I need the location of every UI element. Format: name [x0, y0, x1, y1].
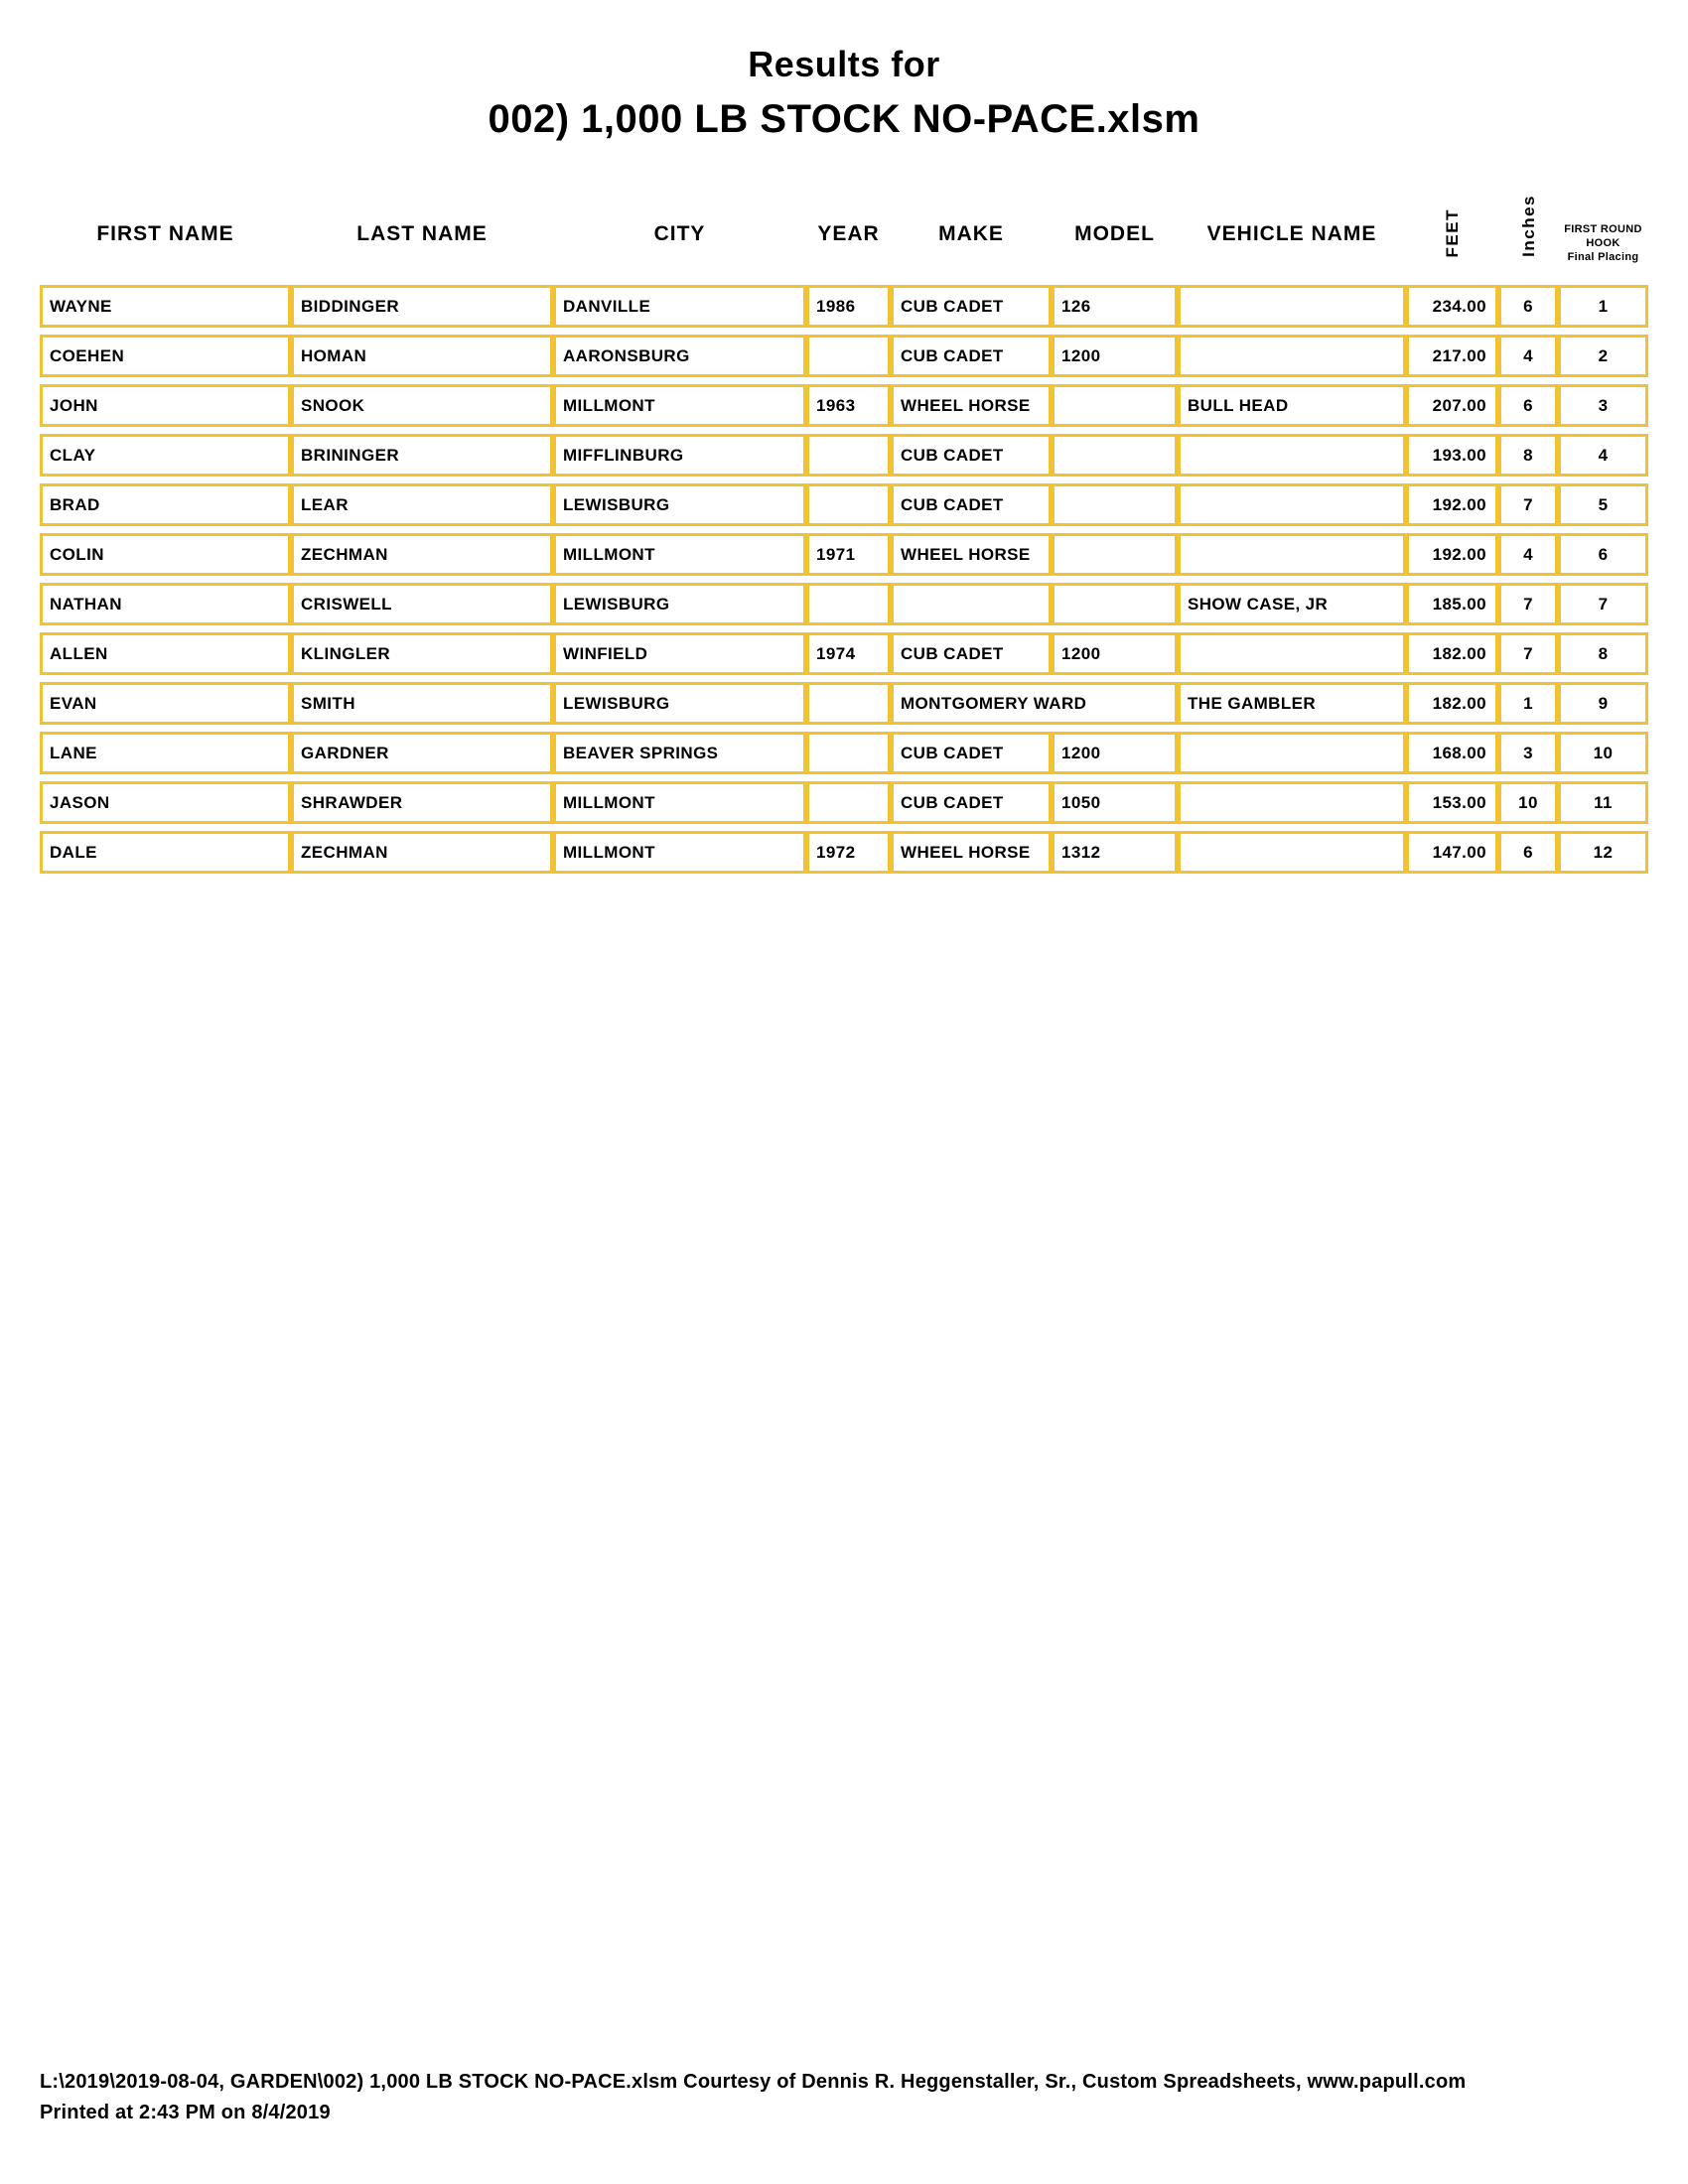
cell-year: 1963 — [806, 384, 891, 427]
cell-inches: 10 — [1498, 781, 1558, 824]
cell-make: MONTGOMERY WARD — [891, 682, 1178, 725]
cell-feet: 185.00 — [1406, 583, 1498, 625]
cell-first-name: COEHEN — [40, 335, 291, 377]
cell-feet: 153.00 — [1406, 781, 1498, 824]
cell-model — [1052, 434, 1178, 477]
table-row — [40, 781, 1648, 824]
cell-year — [806, 583, 891, 625]
cell-inches: 6 — [1498, 384, 1558, 427]
cell-year — [806, 434, 891, 477]
report-title — [0, 0, 1688, 142]
col-header-feet-label: FEET — [1443, 207, 1462, 257]
cell-vehicle-name — [1178, 632, 1406, 675]
report-title-line2: 002) 1,000 LB STOCK NO-PACE.xlsm — [488, 97, 1200, 141]
cell-final-placing: 12 — [1558, 831, 1648, 874]
cell-year: 1986 — [806, 285, 891, 328]
cell-inches: 4 — [1498, 335, 1558, 377]
cell-vehicle-name — [1178, 285, 1406, 328]
cell-model: 1200 — [1052, 632, 1178, 675]
cell-year — [806, 732, 891, 774]
cell-year: 1974 — [806, 632, 891, 675]
cell-year — [806, 682, 891, 725]
cell-inches: 4 — [1498, 533, 1558, 576]
col-header-feet — [1406, 175, 1498, 278]
col-header-final-placing-line1: FIRST ROUND — [1564, 223, 1642, 235]
col-header-vehicle-name: VEHICLE NAME — [1206, 222, 1377, 245]
table-row — [40, 483, 1648, 526]
col-header-model: MODEL — [1074, 222, 1155, 245]
cell-inches: 3 — [1498, 732, 1558, 774]
cell-final-placing: 9 — [1558, 682, 1648, 725]
cell-vehicle-name: THE GAMBLER — [1178, 682, 1406, 725]
cell-city: MILLMONT — [553, 831, 806, 874]
cell-final-placing: 5 — [1558, 483, 1648, 526]
cell-inches: 1 — [1498, 682, 1558, 725]
table-row — [40, 583, 1648, 625]
cell-make: CUB CADET — [891, 632, 1052, 675]
cell-first-name: CLAY — [40, 434, 291, 477]
cell-vehicle-name — [1178, 434, 1406, 477]
cell-make: CUB CADET — [891, 335, 1052, 377]
cell-year: 1971 — [806, 533, 891, 576]
cell-last-name: GARDNER — [291, 732, 553, 774]
cell-last-name: LEAR — [291, 483, 553, 526]
cell-vehicle-name — [1178, 831, 1406, 874]
cell-feet: 182.00 — [1406, 632, 1498, 675]
cell-final-placing: 4 — [1558, 434, 1648, 477]
report-title-line1: Results for — [748, 44, 940, 84]
table-row — [40, 632, 1648, 675]
table-row — [40, 533, 1648, 576]
cell-last-name: ZECHMAN — [291, 533, 553, 576]
cell-feet: 168.00 — [1406, 732, 1498, 774]
cell-city: MIFFLINBURG — [553, 434, 806, 477]
cell-feet: 147.00 — [1406, 831, 1498, 874]
cell-city: MILLMONT — [553, 384, 806, 427]
cell-inches: 6 — [1498, 831, 1558, 874]
cell-city: MILLMONT — [553, 781, 806, 824]
cell-vehicle-name: SHOW CASE, JR — [1178, 583, 1406, 625]
cell-model: 1312 — [1052, 831, 1178, 874]
cell-first-name: JASON — [40, 781, 291, 824]
cell-last-name: BIDDINGER — [291, 285, 553, 328]
cell-final-placing: 1 — [1558, 285, 1648, 328]
cell-model — [1052, 483, 1178, 526]
footer-file-path-line: L:\2019\2019-08-04, GARDEN\002) 1,000 LB STOCK NO-PACE.xlsm Courtesy of Dennis R. Heggenstaller, Sr., Custom Spreadsheets, www.papull.com — [40, 2071, 1467, 2093]
results-table — [40, 168, 1648, 881]
results-header — [40, 175, 1648, 278]
cell-city: MILLMONT — [553, 533, 806, 576]
cell-city: BEAVER SPRINGS — [553, 732, 806, 774]
col-header-final-placing-sublabel: Final Placing — [1567, 251, 1639, 263]
cell-model: 126 — [1052, 285, 1178, 328]
cell-first-name: BRAD — [40, 483, 291, 526]
col-header-inches-label: Inches — [1518, 195, 1538, 257]
cell-final-placing: 6 — [1558, 533, 1648, 576]
cell-final-placing: 8 — [1558, 632, 1648, 675]
cell-last-name: ZECHMAN — [291, 831, 553, 874]
cell-feet: 234.00 — [1406, 285, 1498, 328]
cell-make: CUB CADET — [891, 434, 1052, 477]
cell-first-name: COLIN — [40, 533, 291, 576]
cell-inches: 7 — [1498, 483, 1558, 526]
cell-inches: 8 — [1498, 434, 1558, 477]
table-row — [40, 732, 1648, 774]
cell-city: LEWISBURG — [553, 583, 806, 625]
cell-make: WHEEL HORSE — [891, 533, 1052, 576]
cell-model: 1200 — [1052, 732, 1178, 774]
cell-model — [1052, 384, 1178, 427]
table-row — [40, 335, 1648, 377]
col-header-make: MAKE — [938, 222, 1004, 245]
cell-feet: 217.00 — [1406, 335, 1498, 377]
cell-last-name: SHRAWDER — [291, 781, 553, 824]
cell-first-name: JOHN — [40, 384, 291, 427]
cell-year — [806, 781, 891, 824]
header-row — [40, 175, 1648, 278]
cell-year — [806, 483, 891, 526]
cell-first-name: DALE — [40, 831, 291, 874]
cell-final-placing: 7 — [1558, 583, 1648, 625]
cell-feet: 192.00 — [1406, 533, 1498, 576]
col-header-final-placing-line2: HOOK — [1586, 237, 1620, 249]
cell-first-name: ALLEN — [40, 632, 291, 675]
cell-year — [806, 335, 891, 377]
cell-make: CUB CADET — [891, 285, 1052, 328]
cell-model — [1052, 583, 1178, 625]
cell-feet: 193.00 — [1406, 434, 1498, 477]
cell-vehicle-name — [1178, 781, 1406, 824]
cell-final-placing: 2 — [1558, 335, 1648, 377]
cell-first-name: NATHAN — [40, 583, 291, 625]
cell-first-name: LANE — [40, 732, 291, 774]
table-row — [40, 384, 1648, 427]
cell-vehicle-name — [1178, 533, 1406, 576]
cell-inches: 6 — [1498, 285, 1558, 328]
report-footer — [40, 2067, 1658, 2128]
col-header-first-name: FIRST NAME — [96, 222, 234, 245]
cell-model: 1050 — [1052, 781, 1178, 824]
cell-final-placing: 3 — [1558, 384, 1648, 427]
cell-model: 1200 — [1052, 335, 1178, 377]
cell-make: WHEEL HORSE — [891, 384, 1052, 427]
cell-vehicle-name: BULL HEAD — [1178, 384, 1406, 427]
cell-city: LEWISBURG — [553, 483, 806, 526]
col-header-city: CITY — [653, 222, 706, 245]
cell-vehicle-name — [1178, 483, 1406, 526]
cell-first-name: EVAN — [40, 682, 291, 725]
footer-printed-line: Printed at 2:43 PM on 8/4/2019 — [40, 2102, 331, 2123]
table-row — [40, 285, 1648, 328]
cell-final-placing: 10 — [1558, 732, 1648, 774]
cell-inches: 7 — [1498, 583, 1558, 625]
cell-model — [1052, 533, 1178, 576]
cell-first-name: WAYNE — [40, 285, 291, 328]
cell-final-placing: 11 — [1558, 781, 1648, 824]
cell-feet: 182.00 — [1406, 682, 1498, 725]
col-header-inches — [1498, 175, 1558, 278]
col-header-final-placing — [1558, 175, 1648, 278]
cell-city: DANVILLE — [553, 285, 806, 328]
cell-inches: 7 — [1498, 632, 1558, 675]
cell-vehicle-name — [1178, 732, 1406, 774]
cell-year: 1972 — [806, 831, 891, 874]
cell-last-name: CRISWELL — [291, 583, 553, 625]
cell-last-name: SNOOK — [291, 384, 553, 427]
cell-make: CUB CADET — [891, 781, 1052, 824]
results-tbody — [40, 285, 1648, 874]
cell-city: AARONSBURG — [553, 335, 806, 377]
cell-vehicle-name — [1178, 335, 1406, 377]
cell-feet: 192.00 — [1406, 483, 1498, 526]
cell-last-name: HOMAN — [291, 335, 553, 377]
cell-make: CUB CADET — [891, 483, 1052, 526]
cell-make: CUB CADET — [891, 732, 1052, 774]
cell-last-name: BRININGER — [291, 434, 553, 477]
col-header-year: YEAR — [817, 222, 880, 245]
cell-last-name: SMITH — [291, 682, 553, 725]
table-row — [40, 434, 1648, 477]
col-header-last-name: LAST NAME — [356, 222, 488, 245]
table-row — [40, 682, 1648, 725]
cell-make — [891, 583, 1052, 625]
table-row — [40, 831, 1648, 874]
cell-make: WHEEL HORSE — [891, 831, 1052, 874]
cell-last-name: KLINGLER — [291, 632, 553, 675]
cell-city: WINFIELD — [553, 632, 806, 675]
cell-city: LEWISBURG — [553, 682, 806, 725]
cell-feet: 207.00 — [1406, 384, 1498, 427]
